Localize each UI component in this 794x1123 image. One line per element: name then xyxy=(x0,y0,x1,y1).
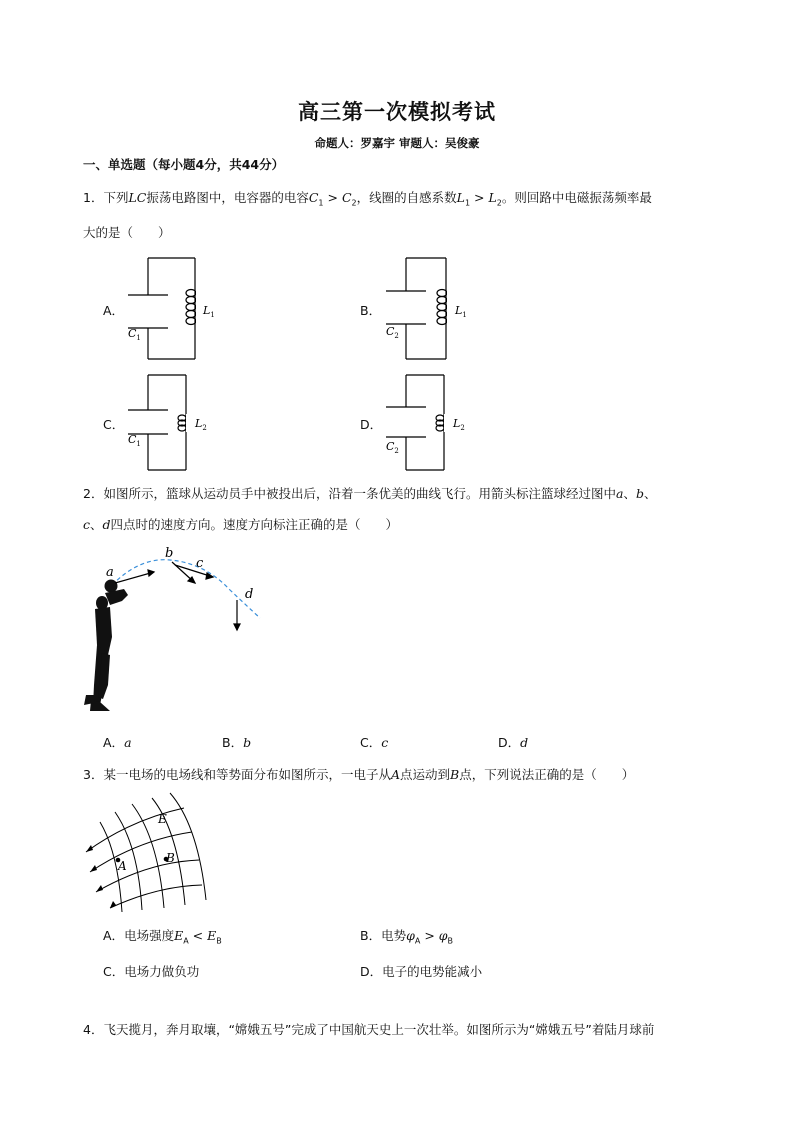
q3-label-e: E xyxy=(158,812,167,826)
q2-option-a[interactable]: A．a xyxy=(103,735,132,750)
q1-c-ind-label: L xyxy=(195,417,203,430)
svg-text:C1: $C_1$ xyxy=(128,433,141,448)
svg-text:C2: $C_2$ xyxy=(386,440,399,455)
q1-b-cap-label: C xyxy=(386,325,395,338)
q1-option-a-letter[interactable]: A． xyxy=(103,303,125,318)
authors-line: 命题人：罗嘉宇 审题人：吴俊豪 xyxy=(314,136,480,150)
q2-label-b: b xyxy=(165,546,174,561)
q1-stem-line1: 1．下列LC振荡电路图中，电容器的电容$C_1 > C_2$，线圈的自感系数$L_1 > L_2$。则回路中电磁振荡频率最 xyxy=(83,190,652,208)
svg-text:C1: $C_1$ xyxy=(128,327,141,342)
svg-text:C2: $C_2$ xyxy=(386,325,399,340)
svg-text:L2: $L_2$ xyxy=(195,417,207,432)
q2-stem-line2: c、d四点时的速度方向。速度方向标注正确的是（ ） xyxy=(83,517,399,532)
q2-label-d: d xyxy=(245,587,254,602)
q1-c-cap-label: C xyxy=(128,433,137,446)
q2-label-c: c xyxy=(196,556,204,571)
page-title: 高三第一次模拟考试 xyxy=(298,100,496,124)
q1-stem-line2: 大的是（ ） xyxy=(83,225,171,240)
q2-option-d[interactable]: D．d xyxy=(498,735,529,750)
q2-basketball-figure xyxy=(80,545,270,720)
q1-b-ind-label: L xyxy=(455,304,463,317)
q1-option-b-letter[interactable]: B． xyxy=(360,303,382,318)
q1-option-d-letter[interactable]: D． xyxy=(360,417,383,432)
section-heading-single-choice: 一、单选题（每小题4分，共44分） xyxy=(83,157,285,172)
q1-option-c-letter[interactable]: C． xyxy=(103,417,125,432)
q1-a-cap-label: C xyxy=(128,327,137,340)
q2-label-a: a xyxy=(106,565,114,580)
q2-stem-line1: 2．如图所示，篮球从运动员手中被投出后，沿着一条优美的曲线飞行。用箭头标注篮球经过图中a、b、 xyxy=(83,486,657,501)
q3-label-a: A xyxy=(118,859,127,873)
q3-option-d[interactable]: D．电子的电势能减小 xyxy=(360,964,483,979)
q1-a-ind-label: L xyxy=(203,304,211,317)
q1-circuit-b xyxy=(378,255,468,365)
q1-d-cap-label: C xyxy=(386,440,395,453)
q3-stem-line1: 3．某一电场的电场线和等势面分布如图所示，一电子从A点运动到B点，下列说法正确的是（ ） xyxy=(83,767,635,782)
q2-option-c[interactable]: C．c xyxy=(360,735,389,750)
q3-option-c[interactable]: C．电场力做负功 xyxy=(103,964,200,979)
q3-option-b[interactable]: B．电势$\varphi_A > \varphi_B$ xyxy=(360,928,454,946)
q3-field-figure xyxy=(80,790,220,915)
q3-label-b: B xyxy=(166,851,175,865)
svg-text:L2: $L_2$ xyxy=(453,417,465,432)
q1-circuit-c xyxy=(120,372,210,476)
q3-option-a[interactable]: A．电场强度$E_A < E_B$ xyxy=(103,928,222,946)
svg-text:L1: $L_1$ xyxy=(455,304,467,319)
player-silhouette xyxy=(84,580,128,712)
q1-d-ind-label: L xyxy=(453,417,461,430)
svg-text:L1: $L_1$ xyxy=(203,304,215,319)
q2-option-b[interactable]: B．b xyxy=(222,735,252,750)
q1-circuit-d xyxy=(378,372,468,476)
q4-stem-line1: 4．飞天揽月，奔月取壤，“嫦娥五号”完成了中国航天史上一次壮举。如图所示为“嫦娥五号”着陆月球前 xyxy=(83,1022,655,1037)
q1-circuit-a xyxy=(120,255,215,365)
